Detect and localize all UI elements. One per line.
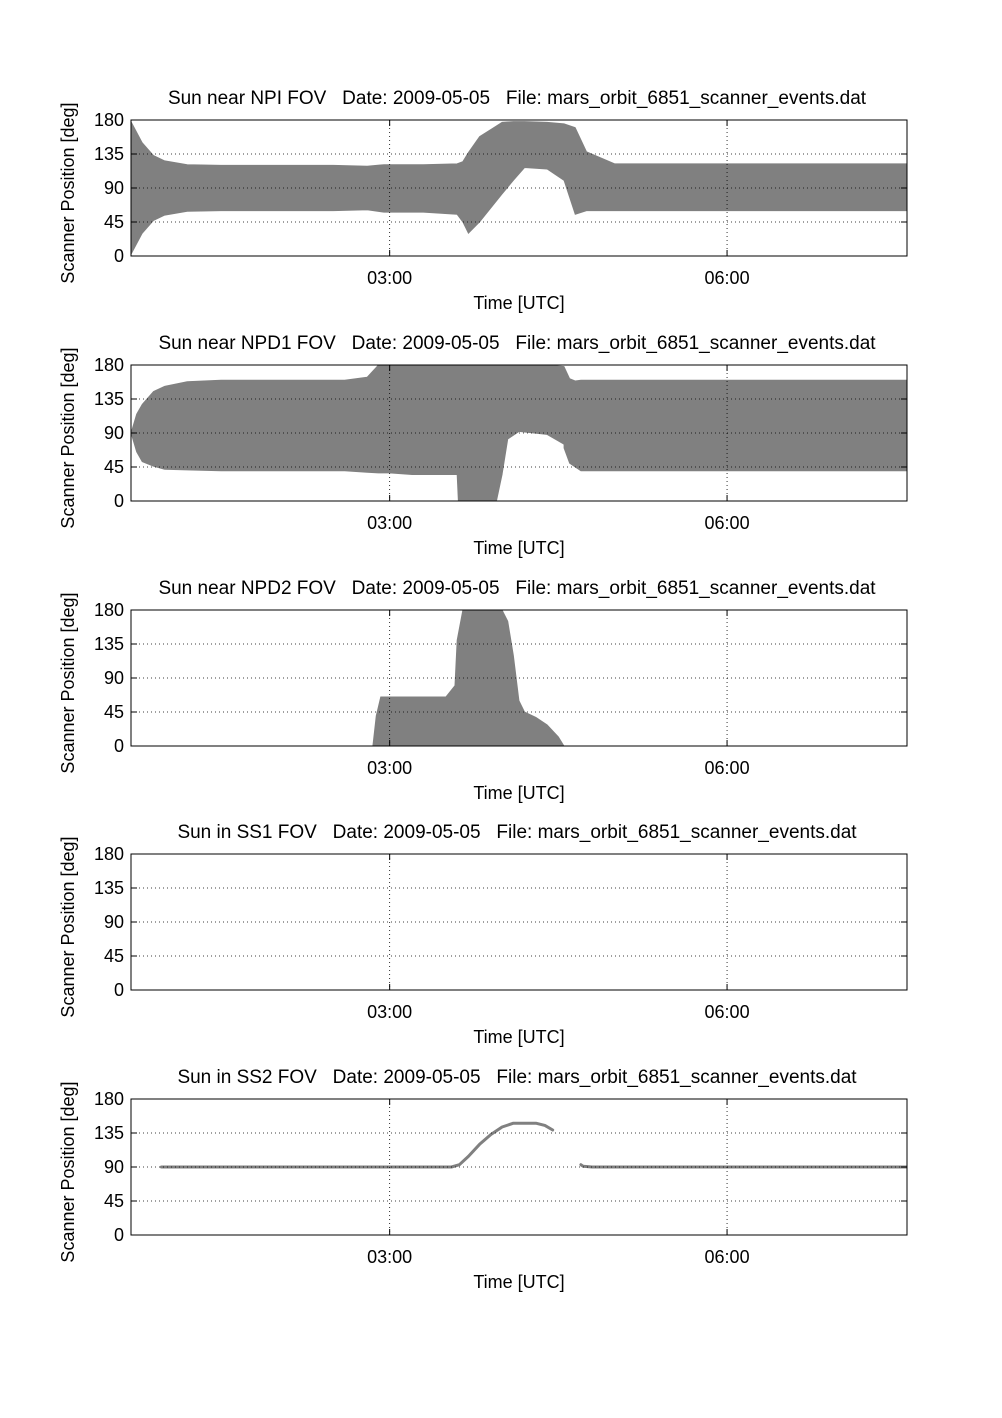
x-axis-label: Time [UTC] (473, 1027, 565, 1047)
x-tick-label: 03:00 (367, 1002, 413, 1022)
chart-title: Sun near NPD1 FOV Date: 2009-05-05 File: mars_orbit_6851_scanner_events.dat (158, 333, 876, 354)
chart-panel-3 (58, 578, 907, 803)
y-tick-label: 90 (103, 423, 124, 443)
y-tick-label: 135 (93, 878, 124, 898)
y-tick-label: 90 (103, 178, 124, 198)
y-tick-label: 135 (93, 389, 124, 409)
plot-area (161, 1123, 907, 1167)
chart-panel-1 (58, 88, 907, 313)
x-axis-label: Time [UTC] (473, 538, 565, 558)
y-tick-label: 45 (103, 457, 124, 477)
y-tick-label: 45 (103, 702, 124, 722)
y-axis-label: Scanner Position [deg] (58, 102, 78, 284)
y-tick-label: 90 (103, 1157, 124, 1177)
fill-band-4 (564, 378, 907, 471)
y-tick-label: 0 (113, 980, 124, 1000)
y-tick-label: 180 (93, 1089, 124, 1109)
chart-title: Sun near NPD2 FOV Date: 2009-05-05 File: mars_orbit_6851_scanner_events.dat (158, 578, 876, 599)
x-tick-label: 06:00 (704, 1002, 750, 1022)
y-tick-label: 0 (113, 246, 124, 266)
y-tick-label: 135 (93, 144, 124, 164)
y-tick-label: 45 (103, 946, 124, 966)
y-tick-label: 0 (113, 1225, 124, 1245)
x-tick-label: 06:00 (704, 268, 750, 288)
x-tick-label: 03:00 (367, 1247, 413, 1267)
y-axis-label: Scanner Position [deg] (58, 347, 78, 529)
chart-panel-5 (58, 1067, 907, 1292)
y-tick-label: 135 (93, 634, 124, 654)
chart-title: Sun in SS2 FOV Date: 2009-05-05 File: mars_orbit_6851_scanner_events.dat (177, 1067, 857, 1088)
y-tick-label: 45 (103, 1191, 124, 1211)
y-tick-label: 90 (103, 668, 124, 688)
x-tick-label: 03:00 (367, 268, 413, 288)
x-axis-label: Time [UTC] (473, 293, 565, 313)
chart-panel-2 (58, 333, 907, 558)
x-tick-label: 06:00 (704, 758, 750, 778)
y-tick-label: 45 (103, 212, 124, 232)
chart-title: Sun near NPI FOV Date: 2009-05-05 File: mars_orbit_6851_scanner_events.dat (167, 88, 867, 109)
y-axis-label: Scanner Position [deg] (58, 592, 78, 774)
y-tick-label: 180 (93, 110, 124, 130)
chart-title: Sun in SS1 FOV Date: 2009-05-05 File: mars_orbit_6851_scanner_events.dat (177, 822, 857, 843)
y-tick-label: 0 (113, 491, 124, 511)
x-tick-label: 06:00 (704, 1247, 750, 1267)
chart-panel-4 (58, 822, 907, 1047)
y-tick-label: 180 (93, 844, 124, 864)
y-tick-label: 0 (113, 736, 124, 756)
y-axis-label: Scanner Position [deg] (58, 836, 78, 1018)
y-tick-label: 135 (93, 1123, 124, 1143)
fill-band-1 (131, 365, 463, 475)
fill-band-2 (457, 475, 502, 501)
y-tick-label: 90 (103, 912, 124, 932)
fill-band-3 (463, 365, 575, 475)
x-tick-label: 03:00 (367, 513, 413, 533)
x-tick-label: 03:00 (367, 758, 413, 778)
series-line-1 (161, 1123, 552, 1167)
x-tick-label: 06:00 (704, 513, 750, 533)
y-axis-label: Scanner Position [deg] (58, 1081, 78, 1263)
x-axis-label: Time [UTC] (473, 1272, 565, 1292)
y-tick-label: 180 (93, 355, 124, 375)
x-axis-label: Time [UTC] (473, 783, 565, 803)
y-tick-label: 180 (93, 600, 124, 620)
